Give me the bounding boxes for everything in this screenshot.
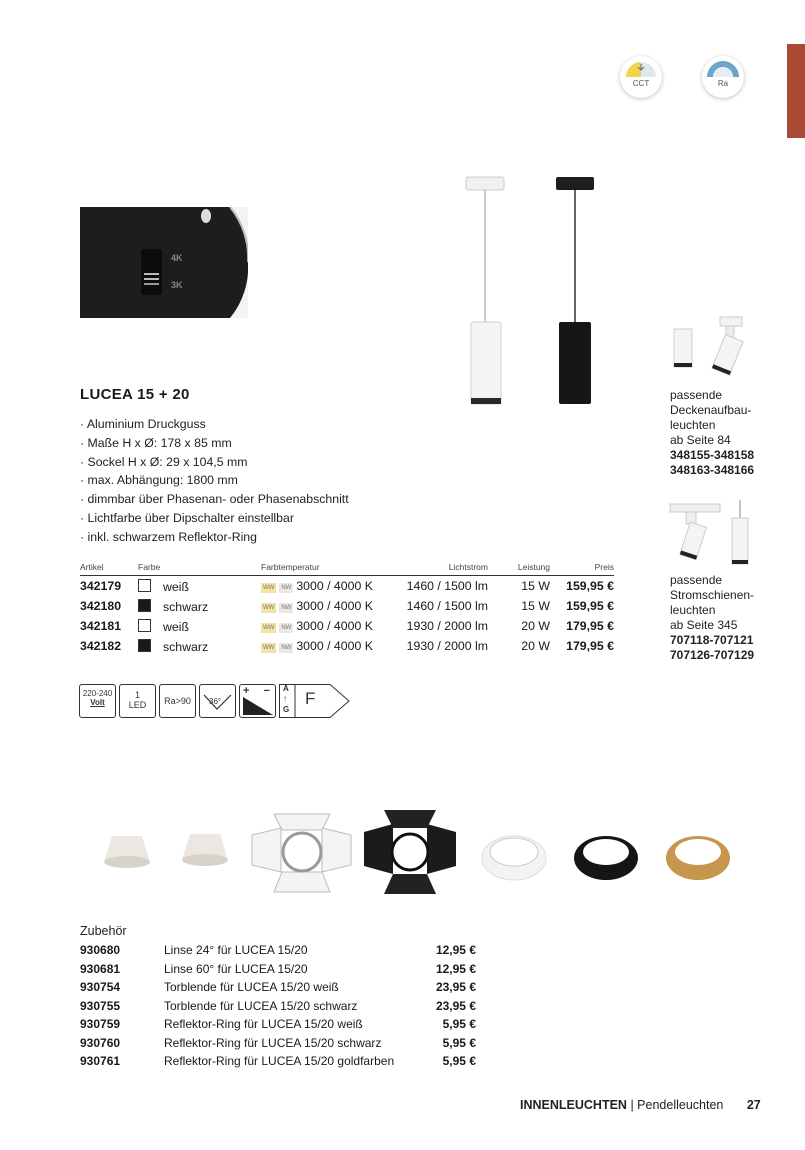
led-symbol [119, 684, 156, 718]
color-temp: 3000 / 4000 K [296, 579, 373, 593]
side-page-ref: ab Seite 345 [670, 618, 738, 632]
side-article-range: 348155-348158 [670, 448, 755, 462]
accessory-row [80, 978, 476, 997]
switch-label-4k: 4K [171, 253, 183, 263]
article-number: 342179 [80, 579, 122, 593]
color-name: schwarz [163, 599, 209, 614]
power: 15 W [521, 599, 550, 613]
cct-icon [620, 56, 662, 98]
footer-category: Pendelleuchten [637, 1098, 724, 1112]
ww-tag: WW [263, 625, 275, 631]
cct-label: CCT [632, 79, 650, 88]
energy-label-icon [279, 684, 350, 718]
nw-tag: NW [281, 625, 292, 631]
accessory-price: 23,95 € [435, 980, 476, 995]
side-line: Stromschienen- [670, 588, 755, 602]
accessory-description: Linse 24° für LUCEA 15/20 [164, 943, 308, 958]
accessory-number: 930681 [80, 961, 121, 976]
accessory-description: Reflektor-Ring für LUCEA 15/20 schwarz [164, 1035, 382, 1050]
side-page-ref: ab Seite 84 [670, 433, 731, 447]
page-number: 27 [746, 1098, 761, 1112]
color-temp: 3000 / 4000 K [296, 619, 373, 633]
spec-item: · Maße H x Ø: 178 x 85 mm [80, 434, 349, 453]
color-name: weiß [163, 579, 189, 594]
color-swatch [138, 579, 151, 592]
accessory-row [80, 997, 476, 1016]
accessory-price: 5,95 € [442, 1054, 476, 1069]
ra-label: Ra [717, 79, 729, 88]
ra-icon [702, 56, 744, 98]
accessory-number: 930680 [80, 943, 121, 958]
col-farbe: Farbe [138, 562, 261, 576]
accessory-description: Torblende für LUCEA 15/20 schwarz [164, 998, 358, 1013]
accessory-description: Linse 60° für LUCEA 15/20 [164, 961, 308, 976]
col-artikel: Artikel [80, 562, 138, 576]
spec-item: · max. Abhängung: 1800 mm [80, 471, 349, 490]
side-line: passende [670, 573, 723, 587]
accessory-photos [96, 800, 746, 900]
accessory-price: 12,95 € [435, 961, 476, 976]
luminous-flux: 1460 / 1500 lm [406, 579, 488, 593]
accessory-row [80, 941, 476, 960]
side-article-range: 707118-707121 [670, 633, 754, 647]
accessory-price: 5,95 € [442, 1017, 476, 1032]
lens-60-image [182, 834, 228, 866]
spec-item: · Aluminium Druckguss [80, 415, 349, 434]
color-temp: 3000 / 4000 K [296, 639, 373, 653]
product-table [80, 562, 614, 656]
color-name: weiß [163, 619, 189, 634]
energy-scale-arrow: ↑ [283, 694, 287, 703]
col-leistung: Leistung [488, 562, 550, 576]
accessory-price: 12,95 € [435, 943, 476, 958]
energy-scale-a: A [283, 684, 289, 693]
power: 20 W [521, 619, 550, 633]
switch-label-3k: 3K [171, 280, 183, 290]
power: 15 W [521, 579, 550, 593]
table-row [80, 636, 614, 656]
col-farbtemperatur: Farbtemperatur [261, 562, 391, 576]
ra-symbol: Ra>90 [159, 684, 196, 718]
side-line: passende [670, 388, 723, 402]
nw-tag: NW [281, 585, 292, 591]
col-lichtstrom: Lichtstrom [391, 562, 488, 576]
dim-minus: − [263, 685, 270, 697]
ceiling-lights-reference [670, 388, 754, 478]
chapter-tab [787, 44, 805, 138]
accessory-row [80, 1015, 476, 1034]
color-temp-cell [261, 596, 391, 616]
price: 179,95 € [566, 639, 614, 653]
footer-separator: | [630, 1098, 634, 1112]
table-row [80, 576, 614, 597]
spec-item: · Sockel H x Ø: 29 x 104,5 mm [80, 453, 349, 472]
luminous-flux: 1930 / 2000 lm [406, 619, 488, 633]
article-number: 342182 [80, 639, 122, 653]
side-line: Deckenaufbau- [670, 403, 752, 417]
ww-tag: WW [263, 585, 275, 591]
accessory-row [80, 960, 476, 979]
reflector-ring-black-image [574, 836, 638, 880]
product-title: LUCEA 15 + 20 [80, 386, 190, 403]
page-footer [520, 1098, 761, 1112]
accessory-number: 930754 [80, 980, 121, 995]
beam-angle-icon [199, 684, 236, 718]
col-preis: Preis [550, 562, 614, 576]
lens-24-image [104, 836, 150, 868]
price: 159,95 € [566, 579, 614, 593]
accessory-price: 5,95 € [442, 1035, 476, 1050]
accessory-row [80, 1034, 476, 1053]
accessory-description: Torblende für LUCEA 15/20 weiß [164, 980, 339, 995]
power: 20 W [521, 639, 550, 653]
color-temp-cell [261, 636, 391, 656]
voltage-unit: Volt [90, 698, 105, 707]
track-lights-photo [668, 500, 752, 570]
price: 159,95 € [566, 599, 614, 613]
table-row [80, 616, 614, 636]
article-number: 342181 [80, 619, 122, 633]
barn-door-black-image [364, 810, 456, 894]
color-temp-cell [261, 616, 391, 636]
spec-list [80, 415, 349, 547]
color-cell [138, 616, 261, 636]
color-swatch [138, 619, 151, 632]
energy-scale-g: G [283, 705, 290, 714]
energy-class: F [305, 689, 316, 708]
led-count: 1 [134, 690, 140, 700]
pendant-lamps-photo [460, 172, 608, 408]
side-article-range: 348163-348166 [670, 463, 755, 477]
spec-item: · dimmbar über Phasenan- oder Phasenabschnitt [80, 490, 349, 509]
dimmable-icon [239, 684, 276, 718]
accessory-number: 930759 [80, 1017, 121, 1032]
ceiling-lights-photo [668, 315, 752, 381]
voltage-symbol [79, 684, 116, 718]
dim-plus: + [243, 685, 250, 697]
led-label: LED [128, 700, 147, 710]
footer-section: INNENLEUCHTEN [520, 1098, 627, 1112]
track-lights-reference [670, 573, 754, 663]
color-cell [138, 576, 261, 597]
nw-tag: NW [281, 645, 292, 651]
article-number: 342180 [80, 599, 122, 613]
color-cell [138, 596, 261, 616]
color-name: schwarz [163, 639, 209, 654]
color-swatch [138, 599, 151, 612]
table-header-row [80, 562, 614, 576]
barn-door-white-image [252, 814, 351, 892]
nw-tag: NW [281, 605, 292, 611]
color-cell [138, 636, 261, 656]
voltage-range: 220-240 [82, 689, 113, 698]
accessory-number: 930760 [80, 1035, 121, 1050]
side-line: leuchten [670, 603, 716, 617]
beam-angle-value: 36° [209, 697, 222, 706]
accessories-heading: Zubehör [80, 924, 127, 938]
dip-switch-photo [80, 207, 248, 318]
ww-tag: WW [263, 605, 275, 611]
side-article-range: 707126-707129 [670, 648, 755, 662]
color-temp-cell [261, 576, 391, 597]
ww-tag: WW [263, 645, 275, 651]
accessory-price: 23,95 € [435, 998, 476, 1013]
spec-item: · inkl. schwarzem Reflektor-Ring [80, 528, 349, 547]
accessory-row [80, 1052, 476, 1071]
table-row [80, 596, 614, 616]
spec-item: · Lichtfarbe über Dipschalter einstellbar [80, 509, 349, 528]
accessory-description: Reflektor-Ring für LUCEA 15/20 weiß [164, 1017, 363, 1032]
accessory-description: Reflektor-Ring für LUCEA 15/20 goldfarben [164, 1054, 395, 1069]
accessory-number: 930761 [80, 1054, 121, 1069]
luminous-flux: 1460 / 1500 lm [406, 599, 488, 613]
side-line: leuchten [670, 418, 716, 432]
accessory-number: 930755 [80, 998, 121, 1013]
reflector-ring-gold-image [666, 836, 730, 880]
accessories-table [80, 941, 476, 1071]
color-swatch [138, 639, 151, 652]
luminous-flux: 1930 / 2000 lm [406, 639, 488, 653]
price: 179,95 € [566, 619, 614, 633]
reflector-ring-white-image [482, 836, 546, 880]
color-temp: 3000 / 4000 K [296, 599, 373, 613]
